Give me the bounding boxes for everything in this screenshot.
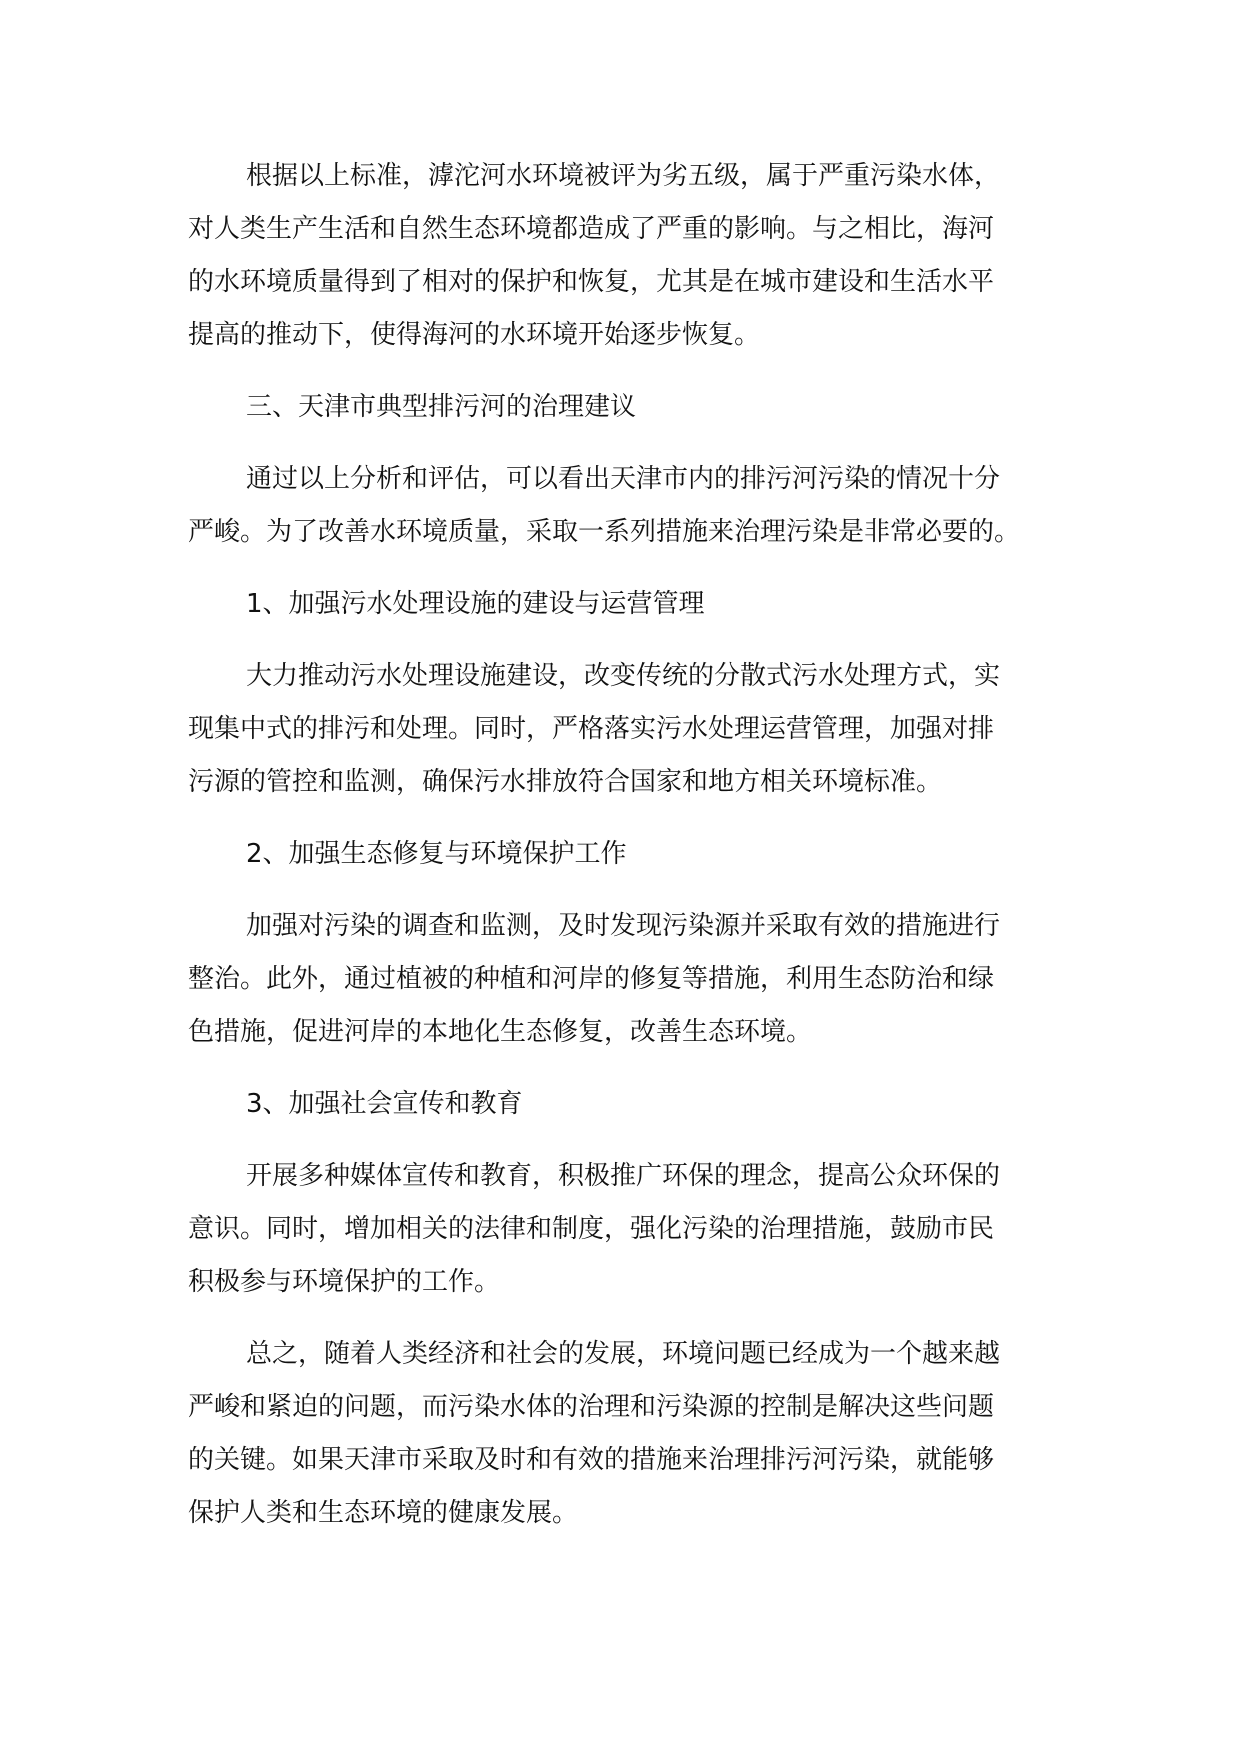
- text-line: 污源的管控和监测，确保污水排放符合国家和地方相关环境标准。: [188, 767, 943, 797]
- text-line: 通过以上分析和评估，可以看出天津市内的排污河污染的情况十分: [246, 464, 1001, 494]
- text-line: 对人类生产生活和自然生态环境都造成了严重的影响。与之相比，海河: [188, 214, 995, 244]
- paragraph-public-education: [188, 1150, 1068, 1309]
- paragraph-sewage-facilities: [188, 650, 1068, 809]
- text-line: 保护人类和生态环境的健康发展。: [188, 1498, 579, 1528]
- subheading-public-education: [188, 1078, 1068, 1131]
- text-line: 积极参与环境保护的工作。: [188, 1267, 501, 1297]
- text-line: 严峻。为了改善水环境质量，采取一系列措施来治理污染是非常必要的。: [188, 517, 1021, 547]
- text-line: 提高的推动下，使得海河的水环境开始逐步恢复。: [188, 320, 761, 350]
- text-line: 的水环境质量得到了相对的保护和恢复，尤其是在城市建设和生活水平: [188, 267, 995, 297]
- text-line: 加强对污染的调查和监测，及时发现污染源并采取有效的措施进行: [246, 911, 1001, 941]
- text-line: 严峻和紧迫的问题，而污染水体的治理和污染源的控制是解决这些问题: [188, 1392, 995, 1422]
- text-line: 整治。此外，通过植被的种植和河岸的修复等措施，利用生态防治和绿: [188, 964, 995, 994]
- paragraph-ecological-restoration: [188, 900, 1068, 1059]
- paragraph-water-assessment: [188, 150, 1068, 362]
- heading-text: 1、加强污水处理设施的建设与运营管理: [246, 589, 705, 619]
- text-line: 现集中式的排污和处理。同时，严格落实污水处理运营管理，加强对排: [188, 714, 995, 744]
- section-heading-governance: [188, 381, 1068, 434]
- text-line: 根据以上标准，滹沱河水环境被评为劣五级，属于严重污染水体，: [246, 161, 1001, 191]
- text-line: 大力推动污水处理设施建设，改变传统的分散式污水处理方式，实: [246, 661, 1001, 691]
- text-line: 开展多种媒体宣传和教育，积极推广环保的理念，提高公众环保的: [246, 1161, 1001, 1191]
- paragraph-conclusion: [188, 1328, 1068, 1540]
- heading-text: 三、天津市典型排污河的治理建议: [246, 392, 637, 422]
- heading-text: 2、加强生态修复与环境保护工作: [246, 839, 627, 869]
- text-line: 的关键。如果天津市采取及时和有效的措施来治理排污河污染，就能够: [188, 1445, 995, 1475]
- subheading-sewage-facilities: [188, 578, 1068, 631]
- heading-text: 3、加强社会宣传和教育: [246, 1089, 523, 1119]
- subheading-ecological-restoration: [188, 828, 1068, 881]
- paragraph-analysis: [188, 453, 1068, 559]
- text-line: 色措施，促进河岸的本地化生态修复，改善生态环境。: [188, 1017, 813, 1047]
- document-body: [188, 150, 1068, 1540]
- text-line: 总之，随着人类经济和社会的发展，环境问题已经成为一个越来越: [246, 1339, 1001, 1369]
- text-line: 意识。同时，增加相关的法律和制度，强化污染的治理措施，鼓励市民: [188, 1214, 995, 1244]
